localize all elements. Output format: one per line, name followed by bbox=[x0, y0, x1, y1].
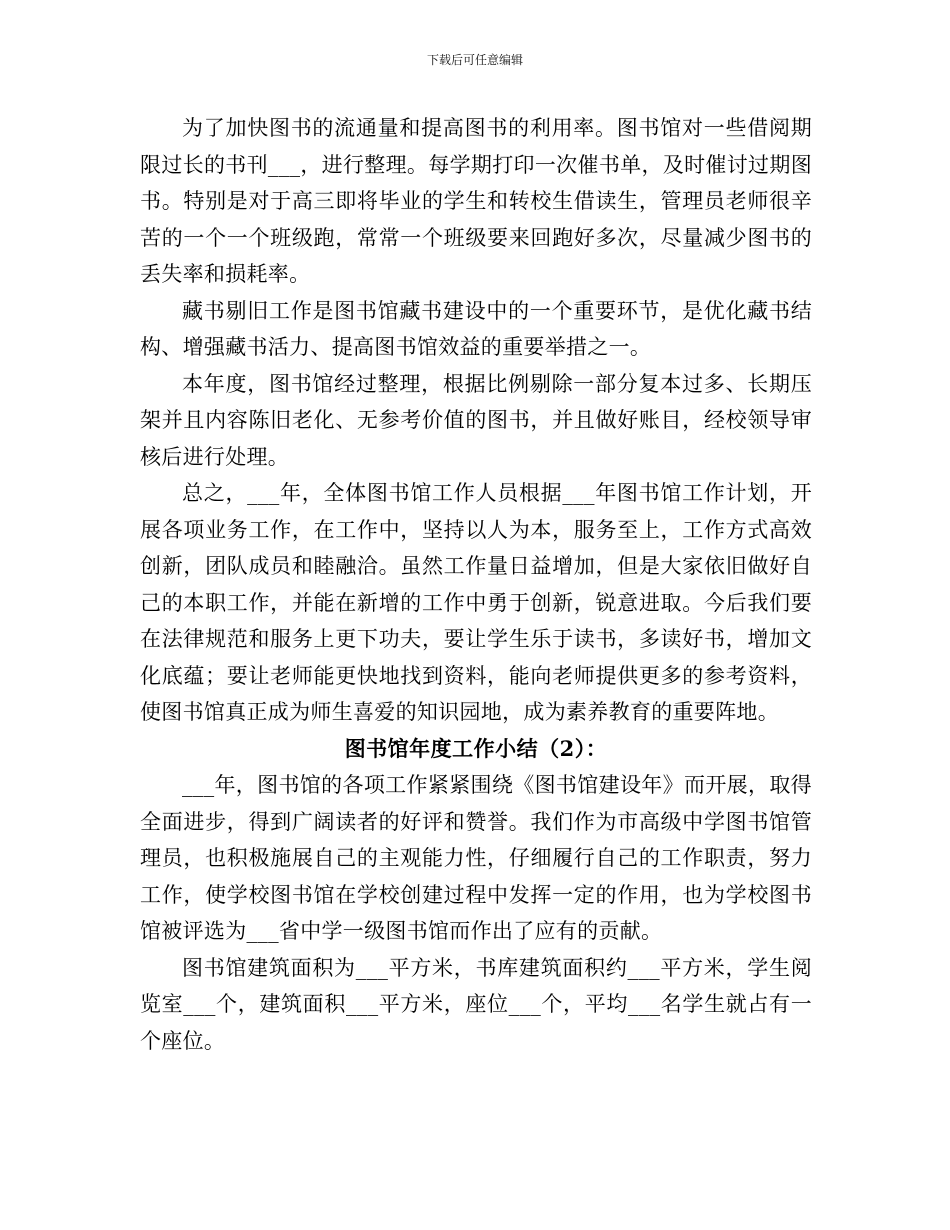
paragraph-weeding-process: 本年度，图书馆经过整理，根据比例剔除一部分复本过多、长期压架并且内容陈旧老化、无参考价值的图书，并且做好账目，经校领导审核后进行处理。 bbox=[140, 371, 812, 469]
paragraph-weeding-intro: 藏书剔旧工作是图书馆藏书建设中的一个重要环节，是优化藏书结构、增强藏书活力、提高图书馆效益的重要举措之一。 bbox=[140, 298, 812, 359]
paragraph-facility-stats: 图书馆建筑面积为___平方米，书库建筑面积约___平方米，学生阅览室___个，建筑面积___平方米，座位___个，平均___名学生就占有一个座位。 bbox=[140, 955, 812, 1053]
section-title: 图书馆年度工作小结（2）： bbox=[344, 735, 608, 761]
document-body bbox=[140, 110, 812, 1059]
paragraph-book-circulation: 为了加快图书的流通量和提高图书的利用率。图书馆对一些借阅期限过长的书刊___，进行整理。每学期打印一次催书单，及时催讨过期图书。特别是对于高三即将毕业的学生和转校生借读生，管理员老师很辛苦的一个一个班级跑，常常一个班级要来回跑好多次，尽量减少图书的丢失率和损耗率。 bbox=[140, 116, 812, 286]
page-header: 下载后可任意编辑 bbox=[426, 53, 523, 67]
paragraph-summary: 总之，___年，全体图书馆工作人员根据___年图书馆工作计划，开展各项业务工作，在工作中，坚持以人为本，服务至上，工作方式高效创新，团队成员和睦融洽。虽然工作量日益增加，但是大家依旧做好自己的本职工作，并能在新增的工作中勇于创新，锐意进取。今后我们要在法律规范和服务上更下功夫，要让学生乐于读书，多读好书，增加文化底蕴；要让老师能更快地找到资料，能向老师提供更多的参考资料，使图书馆真正成为师生喜爱的知识园地，成为素养教育的重要阵地。 bbox=[140, 481, 812, 724]
paragraph-annual-overview: ___年，图书馆的各项工作紧紧围绕《图书馆建设年》而开展，取得全面进步，得到广阔读者的好评和赞誉。我们作为市高级中学图书馆管理员，也积极施展自己的主观能力性，仔细履行自己的工作职责，努力工作，使学校图书馆在学校创建过程中发挥一定的作用，也为学校图书馆被评选为___省中学一级图书馆而作出了应有的贡献。 bbox=[140, 773, 812, 943]
